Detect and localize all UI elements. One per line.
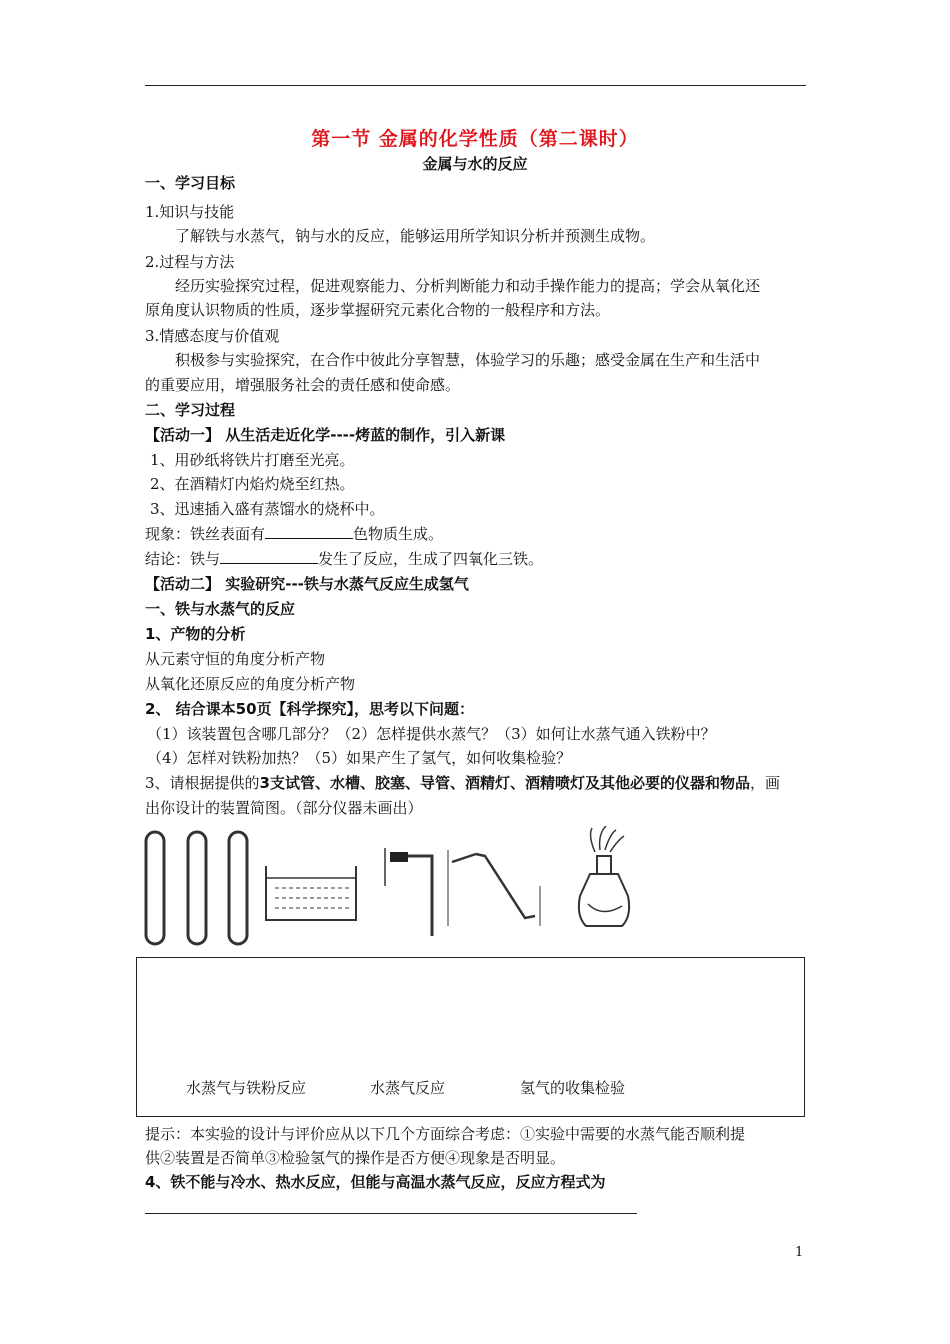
section-1-heading: 一、铁与水蒸气的反应 — [145, 600, 296, 618]
apparatus-illustration — [140, 826, 640, 951]
activity-1-title: 【活动一】 从生活走近化学----烤蓝的制作，引入新课 — [145, 426, 506, 444]
goal-process-text-2: 原角度认识物质的性质，逐步掌握研究元素化合物的一般程序和方法。 — [145, 301, 611, 319]
activity-1-step-2: 2、在酒精灯内焰灼烧至红热。 — [150, 475, 355, 493]
glass-tube-icon — [448, 850, 540, 926]
question-1-line-2: 从氧化还原反应的角度分析产物 — [145, 675, 356, 693]
question-2-heading: 2、 结合课本50页【科学探究】，思考以下问题： — [145, 700, 475, 718]
hint-line-1: 提示：本实验的设计与评价应从以下几个方面综合考虑：①实验中需要的水蒸气能否顺利提 — [145, 1125, 746, 1143]
question-3-line-2: 出你设计的装置简图。（部分仪器未画出） — [145, 799, 423, 817]
goal-emotion-text-2: 的重要应用，增强服务社会的责任感和使命感。 — [145, 376, 461, 394]
question-3-materials: 3支试管、水槽、胶塞、导管、酒精灯、酒精喷灯及其他必要的仪器和物品 — [259, 774, 750, 792]
rubber-stopper-tube-icon — [385, 848, 432, 936]
header-rule — [145, 85, 806, 86]
conclusion-suffix: 发生了反应，生成了四氧化三铁。 — [318, 550, 544, 568]
question-4: 4、铁不能与冷水、热水反应，但能与高温水蒸气反应，反应方程式为 — [145, 1173, 606, 1191]
hint-line-2: 供②装置是否简单③检验氢气的操作是否方便④现象是否明显。 — [145, 1149, 566, 1167]
water-trough-icon — [266, 866, 356, 920]
drawing-caption-2: 水蒸气反应 — [370, 1079, 446, 1097]
page-title: 第一节 金属的化学性质（第二课时） — [311, 128, 639, 150]
test-tube-icon — [146, 832, 164, 944]
process-heading: 二、学习过程 — [145, 401, 236, 419]
question-3-prefix: 3、请根据提供的 — [145, 774, 260, 792]
goal-emotion-label: 3.情感态度与价值观 — [145, 327, 280, 345]
alcohol-burner-icon — [579, 826, 629, 926]
drawing-caption-1: 水蒸气与铁粉反应 — [186, 1079, 307, 1097]
phenomenon-suffix: 色物质生成。 — [353, 525, 444, 543]
activity-1-step-3: 3、迅速插入盛有蒸馏水的烧杯中。 — [150, 500, 385, 518]
phenomenon-blank[interactable] — [265, 524, 353, 539]
goal-process-label: 2.过程与方法 — [145, 253, 235, 271]
goal-process-text-1: 经历实验探究过程，促进观察能力、分析判断能力和动手操作能力的提高；学会从氧化还 — [175, 277, 761, 295]
activity-1-step-1: 1、用砂纸将铁片打磨至光亮。 — [150, 451, 355, 469]
question-1-line-1: 从元素守恒的角度分析产物 — [145, 650, 326, 668]
phenomenon-line — [145, 522, 810, 546]
phenomenon-prefix: 现象：铁丝表面有 — [145, 525, 266, 543]
question-2-line-1: （1）该装置包含哪几部分？（2）怎样提供水蒸气？（3）如何让水蒸气通入铁粉中？ — [147, 725, 716, 743]
question-3-line-1 — [145, 771, 810, 795]
conclusion-prefix: 结论：铁与 — [145, 550, 221, 568]
test-tube-icon — [229, 832, 247, 944]
goal-knowledge-text: 了解铁与水蒸气，钠与水的反应，能够运用所学知识分析并预测生成物。 — [175, 227, 656, 245]
goal-emotion-text-1: 积极参与实验探究，在合作中彼此分享智慧，体验学习的乐趣；感受金属在生产和生活中 — [175, 351, 761, 369]
drawing-caption-3: 氢气的收集检验 — [520, 1079, 626, 1097]
question-1-heading: 1、产物的分析 — [145, 625, 246, 643]
goals-heading: 一、学习目标 — [145, 174, 236, 192]
question-3-suffix: ，画 — [750, 774, 781, 792]
activity-2-title: 【活动二】 实验研究---铁与水蒸气反应生成氢气 — [145, 575, 469, 593]
page-number: 1 — [795, 1245, 804, 1260]
page-subtitle: 金属与水的反应 — [422, 155, 528, 173]
answer-line[interactable] — [145, 1213, 637, 1214]
conclusion-blank[interactable] — [220, 549, 318, 564]
test-tube-icon — [188, 832, 206, 944]
goal-knowledge-label: 1.知识与技能 — [145, 203, 235, 221]
conclusion-line — [145, 547, 810, 571]
question-2-line-2: （4）怎样对铁粉加热？（5）如果产生了氢气，如何收集检验？ — [147, 749, 572, 767]
